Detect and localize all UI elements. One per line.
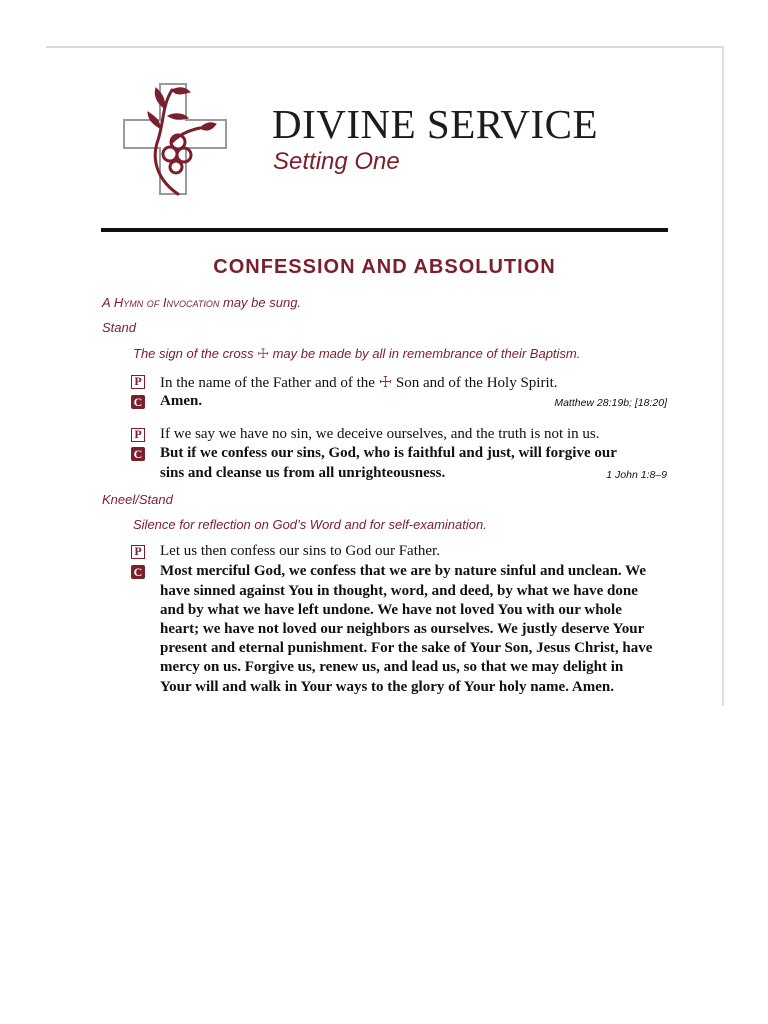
rubric-sign-part2: may be made by all in remembrance of their Baptism. [272,346,581,361]
pastor-line-invocation [160,373,558,392]
rubric-sign-of-cross [133,346,580,362]
section-heading: CONFESSION AND ABSOLUTION [213,256,556,278]
page-subtitle: Setting One [273,148,400,175]
header-divider [101,228,668,232]
confession-line: heart; we have not loved our neighbors as ourselves. We justly deserve Your [160,621,645,637]
rubric-silence: Silence for reflection on God’s Word and for self-examination. [133,517,487,532]
cross-icon: ☩ [378,375,393,391]
congregation-line: But if we confess our sins, God, who is faithful and just, will forgive our [160,445,617,461]
confession-line: and by what we have left undone. We have not loved You with our whole [160,602,622,618]
page-title: DIVINE SERVICE [272,101,598,147]
rubric-hymn-suffix: may be sung. [219,295,302,310]
confession-line: mercy on us. Forgive us, renew us, and lead us, so that we may delight in [160,659,624,675]
congregation-line-amen: Amen. [160,393,203,409]
rubric-hymn-prefix: A [102,295,114,310]
pastor-badge: P [131,428,145,442]
rubric-sign-part1: The sign of the cross [133,346,254,361]
rubric-kneel-stand: Kneel/Stand [102,492,173,507]
rubric-hymn-title: Hymn of Invocation [113,295,220,310]
rubric-hymn [102,295,301,310]
congregation-line: sins and cleanse us from all unrighteousness. [160,465,446,481]
vine-leaves [148,88,216,130]
confession-line: present and eternal punishment. For the sake of Your Son, Jesus Christ, have [160,640,653,656]
pastor-badge: P [131,545,145,559]
confession-line: Your will and walk in Your ways to the glory of Your holy name. Amen. [160,679,614,695]
invocation-part1: In the name of the Father and of the [160,375,375,391]
cross-vine-logo [120,82,230,197]
cross-icon: ☩ [257,346,269,361]
confession-line: have sinned against You in thought, word, and deed, by what we have done [160,583,638,599]
scripture-reference-2: 1 John 1:8–9 [606,469,667,481]
confession-line: Most merciful God, we confess that we are by nature sinful and unclean. We [160,563,646,579]
congregation-badge: C [131,447,145,461]
rubric-stand: Stand [102,320,136,335]
pastor-line-confess: Let us then confess our sins to God our Father. [160,543,440,559]
page-top-edge [46,46,724,48]
pastor-badge: P [131,375,145,389]
congregation-badge: C [131,565,145,579]
page-right-edge [722,46,724,706]
pastor-line-sin: If we say we have no sin, we deceive ourselves, and the truth is not in us. [160,426,600,442]
scripture-reference-1: Matthew 28:19b; [18:20] [554,397,667,409]
invocation-part2: Son and of the Holy Spirit. [395,375,558,391]
congregation-badge: C [131,395,145,409]
